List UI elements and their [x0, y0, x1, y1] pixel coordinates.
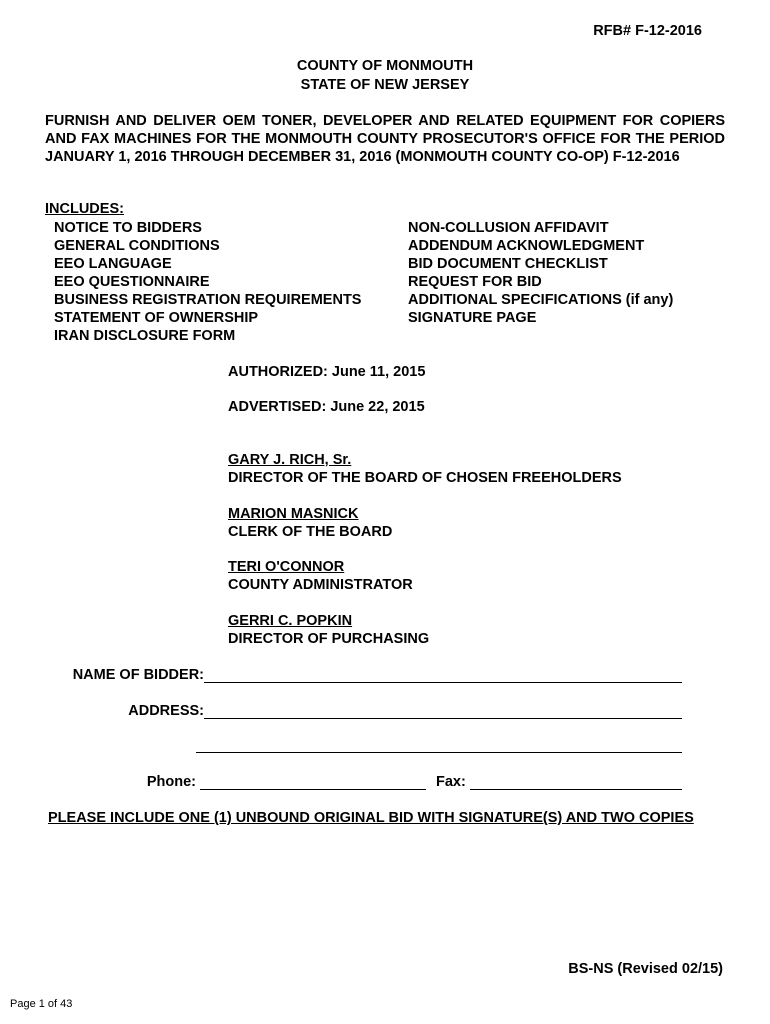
include-item: SIGNATURE PAGE [408, 310, 537, 326]
includes-list-left [54, 219, 361, 345]
document-title: FURNISH AND DELIVER OEM TONER, DEVELOPER AND RELATED EQUIPMENT FOR COPIERS AND FAX MACHINES FOR THE MONMOUTH COUNTY PROSECUTOR'S OFFICE FOR THE PERIOD JANUARY 1, 2016 THROUGH DECEMBER 31, 2016 (MONMOUTH COUNTY CO-OP) F-12-2016 [45, 113, 725, 165]
official-name: GERRI C. POPKIN [228, 613, 353, 629]
official-title: DIRECTOR OF PURCHASING [228, 631, 430, 647]
county-name: COUNTY OF MONMOUTH [296, 58, 474, 74]
authorized-date: AUTHORIZED: June 11, 2015 [228, 364, 426, 380]
address-label: ADDRESS: [128, 703, 204, 719]
include-item: STATEMENT OF OWNERSHIP [54, 310, 259, 326]
phone-line[interactable] [200, 789, 426, 790]
include-item: ADDITIONAL SPECIFICATIONS (if any) [408, 292, 674, 308]
official-name: TERI O'CONNOR [228, 559, 345, 575]
address-line-2[interactable] [196, 752, 682, 753]
include-item: EEO LANGUAGE [54, 256, 172, 272]
bidder-name-label: NAME OF BIDDER: [72, 667, 204, 683]
include-item: NON-COLLUSION AFFIDAVIT [408, 220, 609, 236]
official-name: GARY J. RICH, Sr. [228, 452, 352, 468]
advertised-date: ADVERTISED: June 22, 2015 [228, 399, 425, 415]
form-revision: BS-NS (Revised 02/15) [568, 961, 723, 977]
include-item: ADDENDUM ACKNOWLEDGMENT [408, 238, 645, 254]
include-item: REQUEST FOR BID [408, 274, 542, 290]
address-line-1[interactable] [204, 718, 682, 719]
submission-note: PLEASE INCLUDE ONE (1) UNBOUND ORIGINAL BID WITH SIGNATURE(S) AND TWO COPIES [48, 810, 694, 826]
official-title: DIRECTOR OF THE BOARD OF CHOSEN FREEHOLDERS [228, 470, 622, 486]
includes-heading: INCLUDES: [45, 201, 124, 217]
state-name: STATE OF NEW JERSEY [300, 77, 470, 93]
include-item: BUSINESS REGISTRATION REQUIREMENTS [54, 292, 362, 308]
include-item: BID DOCUMENT CHECKLIST [408, 256, 608, 272]
official-name: MARION MASNICK [228, 506, 359, 522]
rfb-number: RFB# F-12-2016 [593, 23, 702, 39]
bidder-name-line[interactable] [204, 682, 682, 683]
include-item: GENERAL CONDITIONS [54, 238, 220, 254]
official-title: CLERK OF THE BOARD [228, 524, 393, 540]
include-item: EEO QUESTIONNAIRE [54, 274, 210, 290]
includes-list-right [408, 219, 673, 327]
include-item: NOTICE TO BIDDERS [54, 220, 202, 236]
fax-label: Fax: [436, 774, 466, 790]
official-title: COUNTY ADMINISTRATOR [228, 577, 413, 593]
phone-label: Phone: [146, 774, 196, 790]
fax-line[interactable] [470, 789, 682, 790]
page-number: Page 1 of 43 [10, 998, 73, 1010]
include-item: IRAN DISCLOSURE FORM [54, 328, 236, 344]
